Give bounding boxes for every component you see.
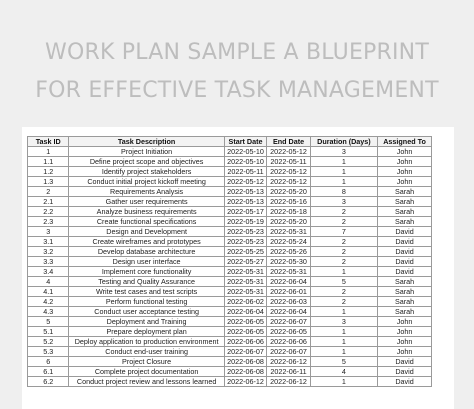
header-end-date: End Date — [267, 137, 311, 147]
cell-duration: 1 — [310, 347, 377, 357]
cell-task-description: Project Closure — [69, 357, 224, 367]
cell-start-date: 2022-05-13 — [224, 187, 266, 197]
cell-task-id: 6 — [28, 357, 69, 367]
cell-start-date: 2022-05-23 — [224, 237, 266, 247]
cell-start-date: 2022-06-05 — [224, 327, 266, 337]
cell-duration: 1 — [310, 307, 377, 317]
cell-task-id: 3.4 — [28, 267, 69, 277]
cell-task-description: Design user interface — [69, 257, 224, 267]
cell-duration: 2 — [310, 287, 377, 297]
cell-end-date: 2022-05-11 — [267, 157, 311, 167]
table-row — [28, 377, 432, 387]
cell-task-description: Project Initiation — [69, 147, 224, 157]
cell-duration: 2 — [310, 297, 377, 307]
table-row — [28, 227, 432, 237]
cell-task-description: Complete project documentation — [69, 367, 224, 377]
cell-end-date: 2022-05-30 — [267, 257, 311, 267]
cell-end-date: 2022-05-12 — [267, 177, 311, 187]
table-row — [28, 327, 432, 337]
cell-task-description: Conduct user acceptance testing — [69, 307, 224, 317]
cell-assigned-to: John — [378, 167, 432, 177]
cell-task-description: Develop database architecture — [69, 247, 224, 257]
cell-start-date: 2022-05-23 — [224, 227, 266, 237]
cell-assigned-to: David — [378, 377, 432, 387]
cell-duration: 5 — [310, 357, 377, 367]
cell-duration: 1 — [310, 177, 377, 187]
table-row — [28, 317, 432, 327]
cell-task-id: 1.2 — [28, 167, 69, 177]
cell-start-date: 2022-05-27 — [224, 257, 266, 267]
table-row — [28, 277, 432, 287]
table-row — [28, 187, 432, 197]
header-assigned-to: Assigned To — [378, 137, 432, 147]
cell-assigned-to: Sarah — [378, 207, 432, 217]
cell-assigned-to: John — [378, 157, 432, 167]
cell-task-id: 3.1 — [28, 237, 69, 247]
cell-task-description: Gather user requirements — [69, 197, 224, 207]
cell-end-date: 2022-05-20 — [267, 217, 311, 227]
cell-start-date: 2022-06-04 — [224, 307, 266, 317]
cell-task-id: 4.1 — [28, 287, 69, 297]
cell-end-date: 2022-05-12 — [267, 147, 311, 157]
cell-end-date: 2022-06-07 — [267, 317, 311, 327]
cell-duration: 8 — [310, 187, 377, 197]
header-start-date: Start Date — [224, 137, 266, 147]
cell-duration: 1 — [310, 157, 377, 167]
cell-end-date: 2022-06-07 — [267, 347, 311, 357]
cell-assigned-to: Sarah — [378, 307, 432, 317]
cell-assigned-to: David — [378, 227, 432, 237]
cell-assigned-to: Sarah — [378, 217, 432, 227]
cell-task-id: 3 — [28, 227, 69, 237]
cell-task-id: 4.3 — [28, 307, 69, 317]
cell-task-id: 1 — [28, 147, 69, 157]
cell-task-id: 5.1 — [28, 327, 69, 337]
cell-assigned-to: Sarah — [378, 277, 432, 287]
cell-task-description: Perform functional testing — [69, 297, 224, 307]
cell-duration: 2 — [310, 237, 377, 247]
cell-duration: 2 — [310, 247, 377, 257]
cell-task-id: 3.3 — [28, 257, 69, 267]
table-row — [28, 347, 432, 357]
cell-duration: 4 — [310, 367, 377, 377]
table-row — [28, 367, 432, 377]
cell-assigned-to: John — [378, 327, 432, 337]
cell-duration: 1 — [310, 267, 377, 277]
cell-duration: 3 — [310, 197, 377, 207]
cell-end-date: 2022-05-26 — [267, 247, 311, 257]
cell-end-date: 2022-06-12 — [267, 357, 311, 367]
cell-start-date: 2022-06-07 — [224, 347, 266, 357]
cell-end-date: 2022-06-11 — [267, 367, 311, 377]
cell-duration: 2 — [310, 207, 377, 217]
table-header-row — [28, 137, 432, 147]
cell-task-id: 1.1 — [28, 157, 69, 167]
cell-start-date: 2022-05-25 — [224, 247, 266, 257]
cell-start-date: 2022-06-12 — [224, 377, 266, 387]
cell-end-date: 2022-05-16 — [267, 197, 311, 207]
cell-task-description: Requirements Analysis — [69, 187, 224, 197]
cell-assigned-to: John — [378, 177, 432, 187]
table-row — [28, 157, 432, 167]
cell-end-date: 2022-05-20 — [267, 187, 311, 197]
header-task-description: Task Description — [69, 137, 224, 147]
cell-start-date: 2022-05-17 — [224, 207, 266, 217]
cell-end-date: 2022-06-06 — [267, 337, 311, 347]
cell-end-date: 2022-05-31 — [267, 267, 311, 277]
cell-start-date: 2022-05-10 — [224, 147, 266, 157]
cell-duration: 1 — [310, 377, 377, 387]
cell-assigned-to: David — [378, 367, 432, 377]
table-row — [28, 257, 432, 267]
cell-duration: 3 — [310, 317, 377, 327]
cell-assigned-to: David — [378, 247, 432, 257]
cell-task-id: 5 — [28, 317, 69, 327]
cell-task-id: 2.1 — [28, 197, 69, 207]
table-row — [28, 307, 432, 317]
cell-task-id: 6.1 — [28, 367, 69, 377]
cell-task-description: Conduct project review and lessons learned — [69, 377, 224, 387]
cell-assigned-to: David — [378, 257, 432, 267]
cell-task-id: 2 — [28, 187, 69, 197]
cell-task-description: Analyze business requirements — [69, 207, 224, 217]
cell-task-description: Design and Development — [69, 227, 224, 237]
cell-task-description: Prepare deployment plan — [69, 327, 224, 337]
cell-task-description: Conduct initial project kickoff meeting — [69, 177, 224, 187]
table-row — [28, 167, 432, 177]
cell-duration: 7 — [310, 227, 377, 237]
cell-assigned-to: David — [378, 357, 432, 367]
cell-start-date: 2022-05-31 — [224, 287, 266, 297]
spreadsheet-sheet — [22, 127, 454, 409]
table-row — [28, 247, 432, 257]
cell-assigned-to: Sarah — [378, 297, 432, 307]
cell-assigned-to: Sarah — [378, 187, 432, 197]
cell-task-description: Implement core functionality — [69, 267, 224, 277]
cell-task-description: Deploy application to production environment — [69, 337, 224, 347]
cell-duration: 2 — [310, 257, 377, 267]
cell-task-description: Define project scope and objectives — [69, 157, 224, 167]
table-row — [28, 297, 432, 307]
cell-task-id: 6.2 — [28, 377, 69, 387]
cell-task-id: 5.2 — [28, 337, 69, 347]
cell-duration: 1 — [310, 167, 377, 177]
cell-start-date: 2022-05-11 — [224, 167, 266, 177]
cell-duration: 3 — [310, 147, 377, 157]
table-row — [28, 357, 432, 367]
cell-end-date: 2022-06-04 — [267, 307, 311, 317]
table-body — [28, 147, 432, 387]
page-title-line-1: WORK PLAN SAMPLE A BLUEPRINT — [45, 40, 429, 65]
cell-start-date: 2022-06-08 — [224, 367, 266, 377]
cell-task-id: 4.2 — [28, 297, 69, 307]
table-row — [28, 147, 432, 157]
cell-task-description: Create wireframes and prototypes — [69, 237, 224, 247]
cell-task-description: Deployment and Training — [69, 317, 224, 327]
table-row — [28, 237, 432, 247]
table-row — [28, 197, 432, 207]
cell-start-date: 2022-05-31 — [224, 267, 266, 277]
header-task-id: Task ID — [28, 137, 69, 147]
cell-assigned-to: John — [378, 337, 432, 347]
cell-assigned-to: Sarah — [378, 287, 432, 297]
page-title-line-2: FOR EFFECTIVE TASK MANAGEMENT — [35, 78, 439, 103]
cell-assigned-to: John — [378, 147, 432, 157]
cell-duration: 1 — [310, 327, 377, 337]
table-row — [28, 177, 432, 187]
cell-assigned-to: John — [378, 317, 432, 327]
table-row — [28, 287, 432, 297]
cell-duration: 5 — [310, 277, 377, 287]
cell-start-date: 2022-06-05 — [224, 317, 266, 327]
cell-task-description: Identify project stakeholders — [69, 167, 224, 177]
cell-assigned-to: John — [378, 347, 432, 357]
cell-task-description: Write test cases and test scripts — [69, 287, 224, 297]
table-row — [28, 337, 432, 347]
cell-duration: 1 — [310, 337, 377, 347]
cell-duration: 2 — [310, 217, 377, 227]
cell-end-date: 2022-06-01 — [267, 287, 311, 297]
cell-end-date: 2022-06-03 — [267, 297, 311, 307]
cell-assigned-to: David — [378, 267, 432, 277]
cell-start-date: 2022-05-13 — [224, 197, 266, 207]
cell-assigned-to: David — [378, 237, 432, 247]
table-row — [28, 267, 432, 277]
cell-end-date: 2022-05-12 — [267, 167, 311, 177]
table-row — [28, 217, 432, 227]
cell-task-id: 1.3 — [28, 177, 69, 187]
cell-end-date: 2022-05-18 — [267, 207, 311, 217]
cell-start-date: 2022-06-08 — [224, 357, 266, 367]
cell-task-description: Create functional specifications — [69, 217, 224, 227]
cell-start-date: 2022-05-10 — [224, 157, 266, 167]
cell-task-id: 3.2 — [28, 247, 69, 257]
cell-start-date: 2022-05-31 — [224, 277, 266, 287]
cell-end-date: 2022-06-04 — [267, 277, 311, 287]
cell-end-date: 2022-06-12 — [267, 377, 311, 387]
cell-task-description: Conduct end-user training — [69, 347, 224, 357]
cell-start-date: 2022-06-06 — [224, 337, 266, 347]
work-plan-table — [27, 136, 432, 387]
cell-assigned-to: Sarah — [378, 197, 432, 207]
cell-task-id: 4 — [28, 277, 69, 287]
cell-start-date: 2022-05-12 — [224, 177, 266, 187]
cell-start-date: 2022-05-19 — [224, 217, 266, 227]
cell-end-date: 2022-06-05 — [267, 327, 311, 337]
cell-end-date: 2022-05-24 — [267, 237, 311, 247]
cell-task-id: 5.3 — [28, 347, 69, 357]
cell-task-id: 2.2 — [28, 207, 69, 217]
cell-start-date: 2022-06-02 — [224, 297, 266, 307]
header-duration: Duration (Days) — [310, 137, 377, 147]
cell-task-id: 2.3 — [28, 217, 69, 227]
table-row — [28, 207, 432, 217]
cell-end-date: 2022-05-31 — [267, 227, 311, 237]
cell-task-description: Testing and Quality Assurance — [69, 277, 224, 287]
